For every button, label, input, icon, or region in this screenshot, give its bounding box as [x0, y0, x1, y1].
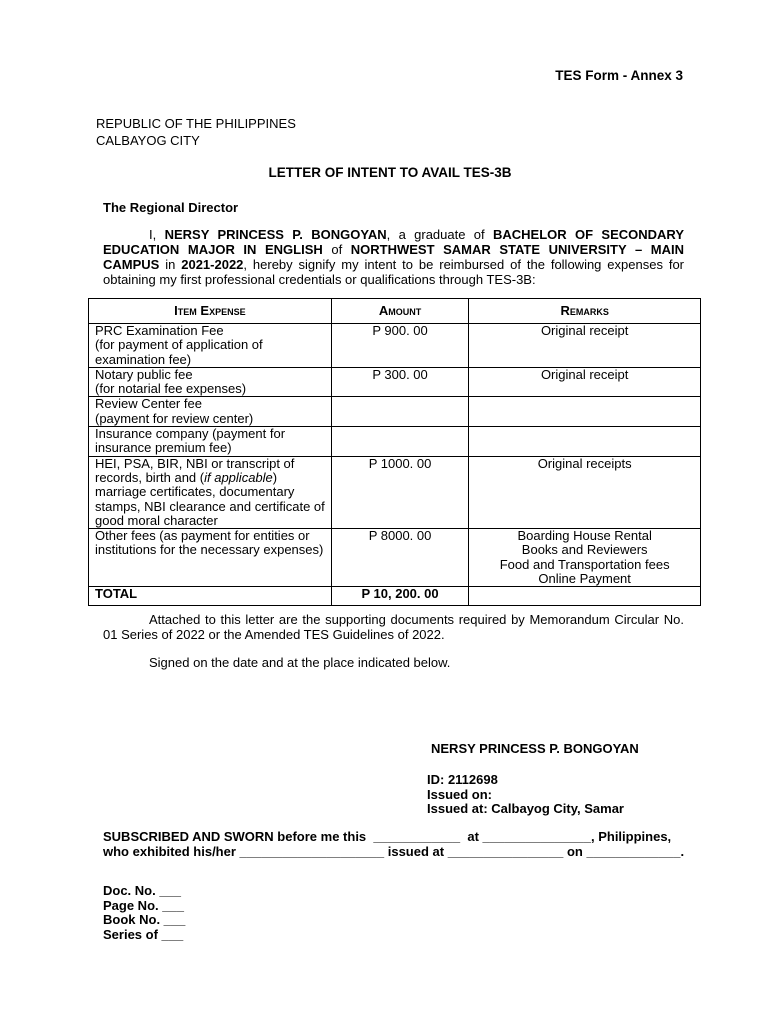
remark-line: Books and Reviewers: [521, 542, 648, 558]
doc-number: Doc. No. ___: [103, 883, 182, 898]
amount-value: P 1000. 00: [368, 455, 432, 471]
intro-text: , a graduate of: [386, 227, 493, 242]
header-item-expense: Item Expense: [89, 299, 332, 324]
item-line: (for payment of application of: [95, 337, 263, 353]
document-header: [96, 115, 296, 149]
item-line: PRC Examination Fee: [95, 323, 224, 338]
remark-line: Online Payment: [538, 571, 631, 587]
signer-name: NERSY PRINCESS P. BONGOYAN: [431, 741, 639, 756]
table-row: [89, 397, 701, 427]
item-line: (payment for review center): [95, 410, 254, 426]
amount-cell: [331, 367, 469, 397]
remarks-cell: [469, 427, 701, 457]
total-label: TOTAL: [89, 587, 332, 606]
expense-table: [88, 298, 701, 606]
header-amount: Amount: [331, 299, 469, 324]
item-line: (for notarial fee expenses): [95, 381, 247, 397]
notarial-numbers: [103, 884, 185, 942]
remark-line: Boarding House Rental: [517, 528, 652, 544]
sworn-line-2: who exhibited his/her ____________________ issued at ________________ on _____________.: [103, 844, 685, 859]
total-amount: [331, 587, 469, 606]
id-block: [427, 773, 624, 817]
item-cell: [89, 397, 332, 427]
total-remarks-cell: [469, 587, 701, 606]
issued-at: Issued at: Calbayog City, Samar: [427, 801, 624, 816]
remark-line: Original receipts: [537, 455, 632, 471]
intro-paragraph: [103, 227, 684, 287]
school-year: 2021-2022: [181, 257, 244, 272]
item-line: good moral character: [95, 512, 218, 528]
attached-text: Attached to this letter are the supporting documents required by Memorandum Circular No. 01 Series of 2022 or the Amended TES Guidelines of 2022.: [103, 612, 684, 642]
intro-text: in: [159, 257, 182, 272]
remarks-cell: [469, 529, 701, 587]
table-row: [89, 367, 701, 397]
book-number: Book No. ___: [103, 912, 186, 927]
total-row: [89, 587, 701, 606]
issued-on: Issued on:: [427, 786, 493, 802]
amount-cell: [331, 397, 469, 427]
item-text-italic: if applicable: [204, 469, 273, 485]
amount-value: P 8000. 00: [368, 528, 432, 544]
item-cell: [89, 324, 332, 368]
item-line: institutions for the necessary expenses): [95, 542, 324, 558]
remarks-cell: [469, 324, 701, 368]
amount-value: P 300. 00: [372, 366, 428, 382]
id-number: ID: 2112698: [427, 772, 498, 787]
applicant-name: NERSY PRINCESS P. BONGOYAN: [164, 227, 387, 242]
item-cell: [89, 427, 332, 457]
table-row: [89, 529, 701, 587]
header-country: REPUBLIC OF THE PHILIPPINES: [96, 116, 296, 131]
item-line: stamps, NBI clearance and certificate of: [95, 498, 325, 514]
remarks-cell: [469, 367, 701, 397]
item-cell: [89, 529, 332, 587]
item-line: insurance premium fee): [95, 440, 232, 456]
degree-name: BACHELOR OF SECONDARY EDUCATION MAJOR IN ENGLISH: [103, 227, 684, 257]
item-line: Other fees (as payment for entities or: [95, 528, 310, 544]
remark-line: Food and Transportation fees: [499, 556, 670, 572]
total-amount-value: P 10, 200. 00: [361, 586, 439, 602]
table-header-row: [89, 299, 701, 324]
intro-text: , hereby signify my intent to be reimbursed of the following expenses for obtaining my first professional credentials or qualifications through TES-3B:: [103, 257, 685, 287]
intro-text: I,: [149, 227, 165, 242]
item-cell: [89, 367, 332, 397]
amount-cell: [331, 456, 469, 528]
remarks-cell: [469, 397, 701, 427]
item-line: examination fee): [95, 351, 192, 367]
signed-statement: Signed on the date and at the place indicated below.: [149, 655, 451, 670]
sworn-line-1: SUBSCRIBED AND SWORN before me this ____________ at _______________, Philippines,: [103, 829, 672, 844]
document-title: LETTER OF INTENT TO AVAIL TES-3B: [268, 165, 512, 180]
header-city: CALBAYOG CITY: [96, 133, 200, 148]
amount-cell: [331, 427, 469, 457]
item-line: Insurance company (payment for: [95, 426, 286, 442]
item-line: marriage certificates, documentary: [95, 484, 295, 500]
item-text: records, birth and (: [95, 469, 205, 485]
header-remarks: Remarks: [469, 299, 701, 324]
item-line: [95, 471, 325, 485]
form-code: TES Form - Annex 3: [555, 68, 683, 83]
amount-cell: [331, 324, 469, 368]
table-row: [89, 427, 701, 457]
sworn-statement: [103, 829, 684, 859]
amount-value: P 900. 00: [372, 323, 428, 338]
attached-paragraph: [103, 612, 684, 642]
addressee: The Regional Director: [103, 200, 239, 215]
table-row: [89, 456, 701, 528]
intro-text: of: [322, 242, 351, 257]
remark-line: Original receipt: [540, 366, 629, 382]
item-line: HEI, PSA, BIR, NBI or transcript of: [95, 455, 295, 471]
item-line: Notary public fee: [95, 366, 193, 382]
remarks-cell: [469, 456, 701, 528]
table-row: [89, 324, 701, 368]
item-text: ): [272, 469, 278, 485]
school-name: NORTHWEST SAMAR STATE UNIVERSITY – MAIN CAMPUS: [103, 242, 684, 272]
series-number: Series of ___: [103, 926, 184, 942]
item-cell: [89, 456, 332, 528]
item-line: Review Center fee: [95, 396, 202, 412]
remark-line: Original receipt: [540, 323, 629, 338]
page-number: Page No. ___: [103, 897, 184, 913]
amount-cell: [331, 529, 469, 587]
